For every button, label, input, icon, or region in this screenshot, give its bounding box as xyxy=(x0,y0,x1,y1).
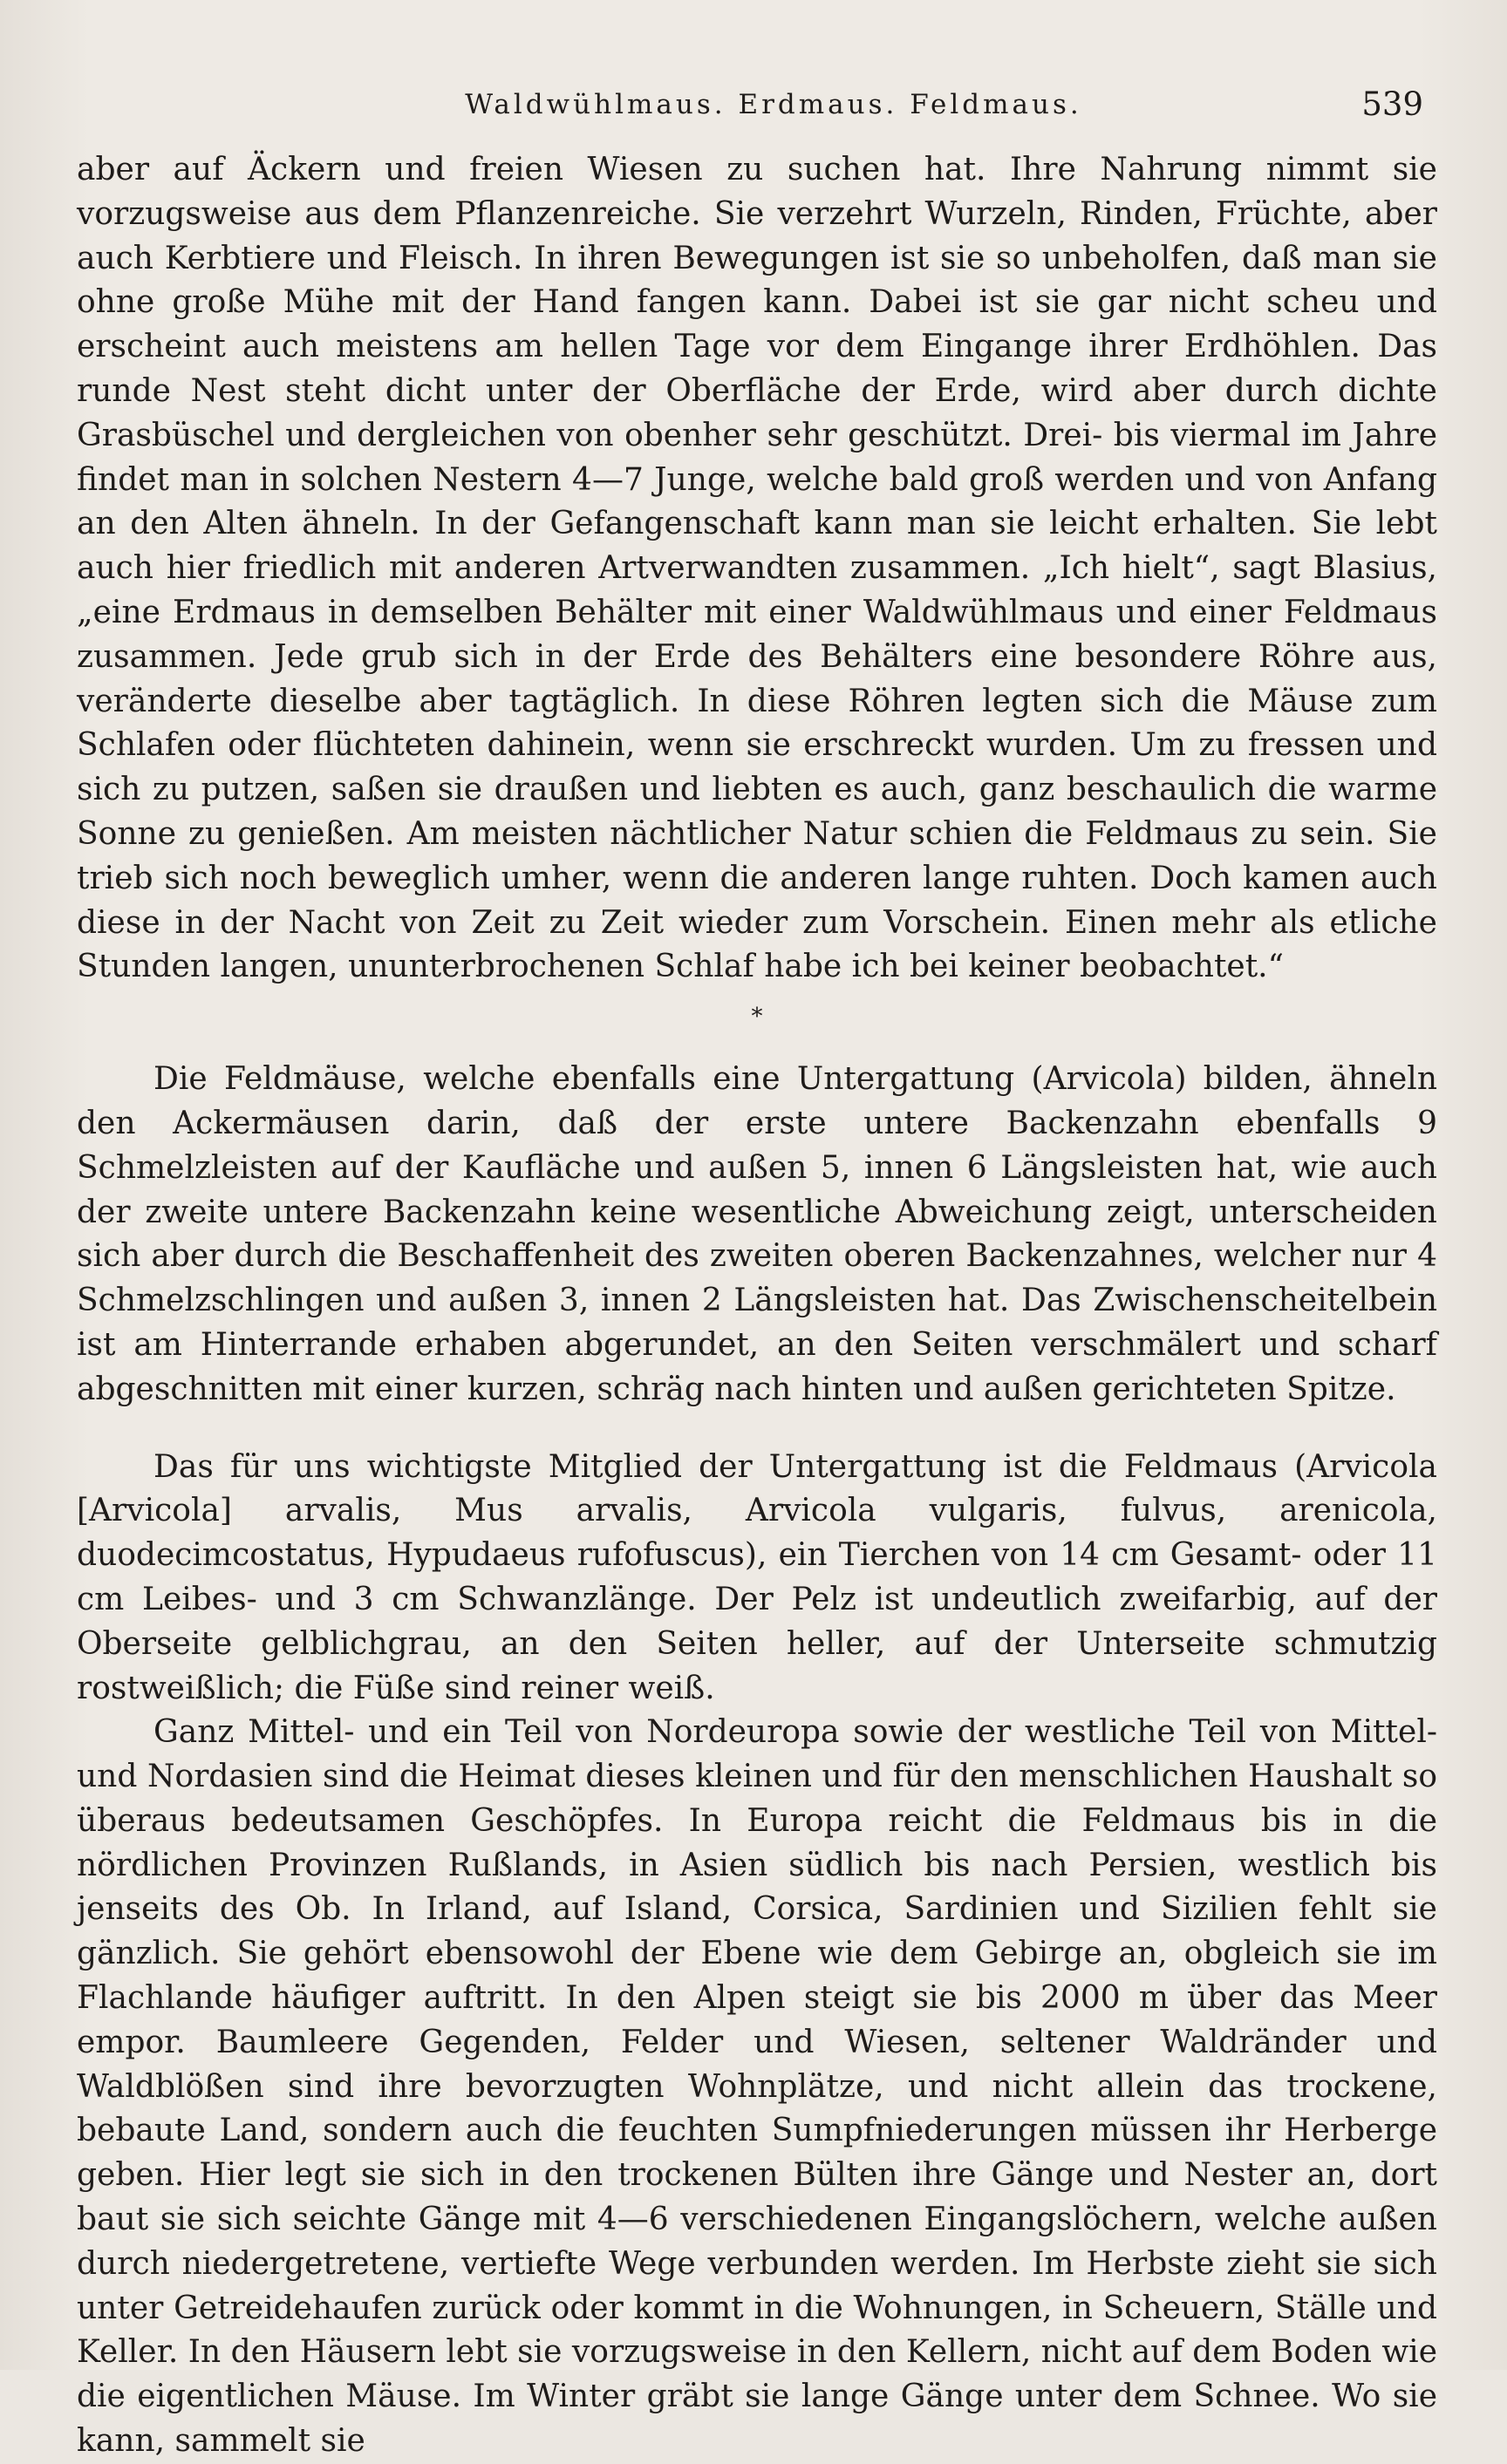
running-title: Waldwühlmaus. Erdmaus. Feldmaus. xyxy=(465,89,1082,120)
paragraph-feldmaus-description: Das für uns wichtigste Mitglied der Untergattung ist die Feldmaus (Arvicola [Arvicola] arvalis, Mus arvalis, Arvicola vulgaris, fulvus, arenicola, duodecimcostatus, Hypudaeus rufofuscus), ein Tierchen von 14 cm Gesamt- oder 11 cm Leibes- und 3 cm Schwanzlänge. Der Pelz ist undeutlich zweifarbig, auf der Oberseite gelblichgrau, an den Seiten heller, auf der Unterseite schmutzig rostweißlich; die Füße sind reiner weiß. xyxy=(77,1448,1437,1706)
page-number: 539 xyxy=(1361,85,1423,123)
spacer xyxy=(77,1044,1437,1058)
paragraph-feldmaus-distribution: Ganz Mittel- und ein Teil von Nordeuropa sowie der westliche Teil von Mittel- und Nordasien sind die Heimat dieses kleinen und für den menschlichen Haushalt so überaus bedeutsamen Geschöpfes. In Europa reicht die Feldmaus bis in die nördlichen Provinzen Rußlands, in Asien südlich bis nach Persien, westlich bis jenseits des Ob. In Irland, auf Island, Corsica, Sardinien und Sizilien fehlt sie gänzlich. Sie gehört ebensowohl der Ebene wie dem Gebirge an, obgleich sie im Flachlande häufiger auftritt. In den Alpen steigt sie bis 2000 m über das Meer empor. Baumleere Gegenden, Felder und Wiesen, seltener Waldränder und Waldblößen sind ihre bevorzugten Wohnplätze, und nicht allein das trockene, bebaute Land, sondern auch die feuchten Sumpfniederungen müssen ihr Herberge geben. Hier legt sie sich in den trockenen Bülten ihre Gänge und Nester an, dort baut sie sich seichte Gänge mit 4—6 verschiedenen Eingangslöchern, welche außen durch niedergetretene, vertiefte Wege verbunden werden. Im Herbste zieht sie sich unter Getreidehaufen zurück oder kommt in die Wohnungen, in Scheuern, Ställe und Keller. In den Häusern lebt sie vorzugsweise in den Kellern, nicht auf dem Boden wie die eigentlichen Mäuse. Im Winter gräbt sie lange Gänge unter dem Schnee. Wo sie kann, sammelt sie xyxy=(77,1714,1437,2460)
paragraph-feldmaeuse-intro: Die Feldmäuse, welche ebenfalls eine Untergattung (Arvicola) bilden, ähneln den Ackermäusen darin, daß der erste untere Backenzahn ebenfalls 9 Schmelzleisten auf der Kaufläche und außen 5, innen 6 Längsleisten hat, wie auch der zweite untere Backenzahn keine wesentliche Abweichung zeigt, unterscheiden sich aber durch die Beschaffenheit des zweiten oberen Backenzahnes, welcher nur 4 Schmelzschlingen und außen 3, innen 2 Längsleisten hat. Das Zwischenscheitelbein ist am Hinterrande erhaben abgerundet, an den Seiten verschmälert und scharf abgeschnitten mit einer kurzen, schräg nach hinten und außen gerichteten Spitze. xyxy=(77,1061,1437,1407)
section-separator: * xyxy=(751,1004,763,1031)
spacer xyxy=(77,1412,1437,1446)
paragraph-erdmaus-continued: aber auf Äckern und freien Wiesen zu suchen hat. Ihre Nahrung nimmt sie vorzugsweise aus dem Pflanzenreiche. Sie verzehrt Wurzeln, Rinden, Früchte, aber auch Kerbtiere und Fleisch. In ihren Bewegungen ist sie so unbeholfen, daß man sie ohne große Mühe mit der Hand fangen kann. Dabei ist sie gar nicht scheu und erscheint auch meistens am hellen Tage vor dem Eingange ihrer Erdhöhlen. Das runde Nest steht dicht unter der Oberfläche der Erde, wird aber durch dichte Grasbüschel und dergleichen von obenher sehr geschützt. Drei- bis viermal im Jahre findet man in solchen Nestern 4—7 Junge, welche bald groß werden und von Anfang an den Alten ähneln. In der Gefangenschaft kann man sie leicht erhalten. Sie lebt auch hier friedlich mit anderen Artverwandten zusammen. „Ich hielt“, sagt Blasius, „eine Erdmaus in demselben Behälter mit einer Waldwühlmaus und einer Feldmaus zusammen. Jede grub sich in der Erde des Behälters eine besondere Röhre aus, veränderte dieselbe aber tagtäglich. In diese Röhren legten sich die Mäuse zum Schlafen oder flüchteten dahinein, wenn sie erschreckt wurden. Um zu fressen und sich zu putzen, saßen sie draußen und liebten es auch, ganz beschaulich die warme Sonne zu genießen. Am meisten nächtlicher Natur schien die Feldmaus zu sein. Sie trieb sich noch beweglich umher, wenn die anderen lange ruhten. Doch kamen auch diese in der Nacht von Zeit zu Zeit wieder zum Vorschein. Einen mehr als etliche Stunden langen, ununterbrochenen Schlaf habe ich bei keiner beobachtet.“ xyxy=(77,152,1437,985)
page-header xyxy=(80,80,1423,129)
body-text xyxy=(77,148,1437,2464)
